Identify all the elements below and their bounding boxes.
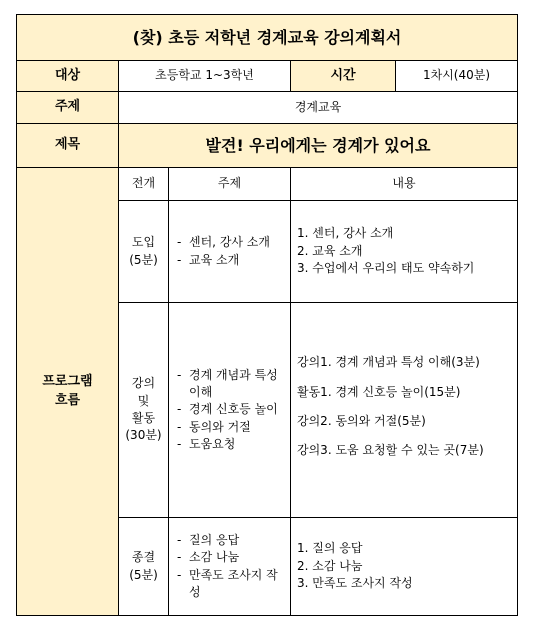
content-item: 2. 소감 나눔 (297, 558, 363, 573)
stage-name-line: (30분) (125, 428, 162, 443)
topic-item: - 센터, 강사 소개 (177, 234, 284, 251)
subject-label: 제목 (17, 124, 119, 168)
stage-name-line: 및 (137, 393, 150, 408)
stage-topics (169, 201, 291, 303)
topic-item: - 만족도 조사지 작성 (177, 567, 284, 602)
document-title: (찾) 초등 저학년 경계교육 강의계획서 (17, 15, 518, 61)
stage-name (119, 518, 169, 616)
content-item: 강의2. 동의와 거절(5분) (297, 414, 426, 428)
program-flow-label-line2: 흐름 (54, 392, 81, 408)
stage-topics (169, 303, 291, 518)
topic-item: - 동의와 거절 (177, 419, 284, 436)
content-item: 활동1. 경계 신호등 놀이(15분) (297, 384, 461, 399)
stage-name-line: 종결 (131, 550, 156, 565)
stage-name-line: 활동 (131, 411, 156, 425)
stage-name-line: 도입 (131, 235, 156, 250)
content-item: 강의1. 경계 개념과 특성 이해(3분) (297, 355, 480, 370)
content-item: 1. 센터, 강사 소개 (297, 226, 394, 241)
target-label: 대상 (17, 61, 119, 92)
program-flow-label (17, 168, 119, 616)
stage-name-line: (5분) (129, 252, 158, 267)
content-item: 3. 만족도 조사지 작성 (297, 576, 413, 591)
topic-item: - 교육 소개 (177, 252, 284, 269)
stage-name-line: (5분) (129, 567, 158, 582)
topic-item: - 경계 신호등 놀이 (177, 401, 284, 418)
program-flow-label-line1: 프로그램 (42, 373, 93, 389)
time-value: 1차시(40분) (422, 68, 491, 83)
topic-header: 주제 (169, 168, 291, 201)
content-item: 강의3. 도움 요청할 수 있는 곳(7분) (297, 443, 484, 458)
stage-header: 전개 (119, 168, 169, 201)
content-header: 내용 (291, 168, 518, 201)
topic-item: - 질의 응답 (177, 532, 284, 549)
content-item: 2. 교육 소개 (297, 243, 363, 258)
target-value: 초등학교 1~3학년 (119, 61, 291, 92)
content-item: 1. 질의 응답 (297, 541, 363, 556)
stage-name (119, 303, 169, 518)
topic-item: - 소감 나눔 (177, 549, 284, 566)
subject-value: 발견! 우리에게는 경계가 있어요 (119, 124, 518, 168)
topic-value: 경계교육 (119, 92, 518, 124)
topic-label: 주제 (17, 92, 119, 124)
stage-contents (291, 518, 518, 616)
stage-topics (169, 518, 291, 616)
time-label: 시간 (291, 61, 396, 91)
stage-contents (291, 201, 518, 303)
stage-name (119, 201, 169, 303)
content-item: 3. 수업에서 우리의 태도 약속하기 (297, 261, 475, 276)
topic-item: - 경계 개념과 특성 이해 (177, 367, 284, 402)
stage-name-line: 강의 (131, 376, 156, 391)
lesson-plan-table (16, 14, 518, 616)
topic-item: - 도움요청 (177, 436, 284, 453)
time-cell (291, 61, 518, 92)
stage-contents (291, 303, 518, 518)
